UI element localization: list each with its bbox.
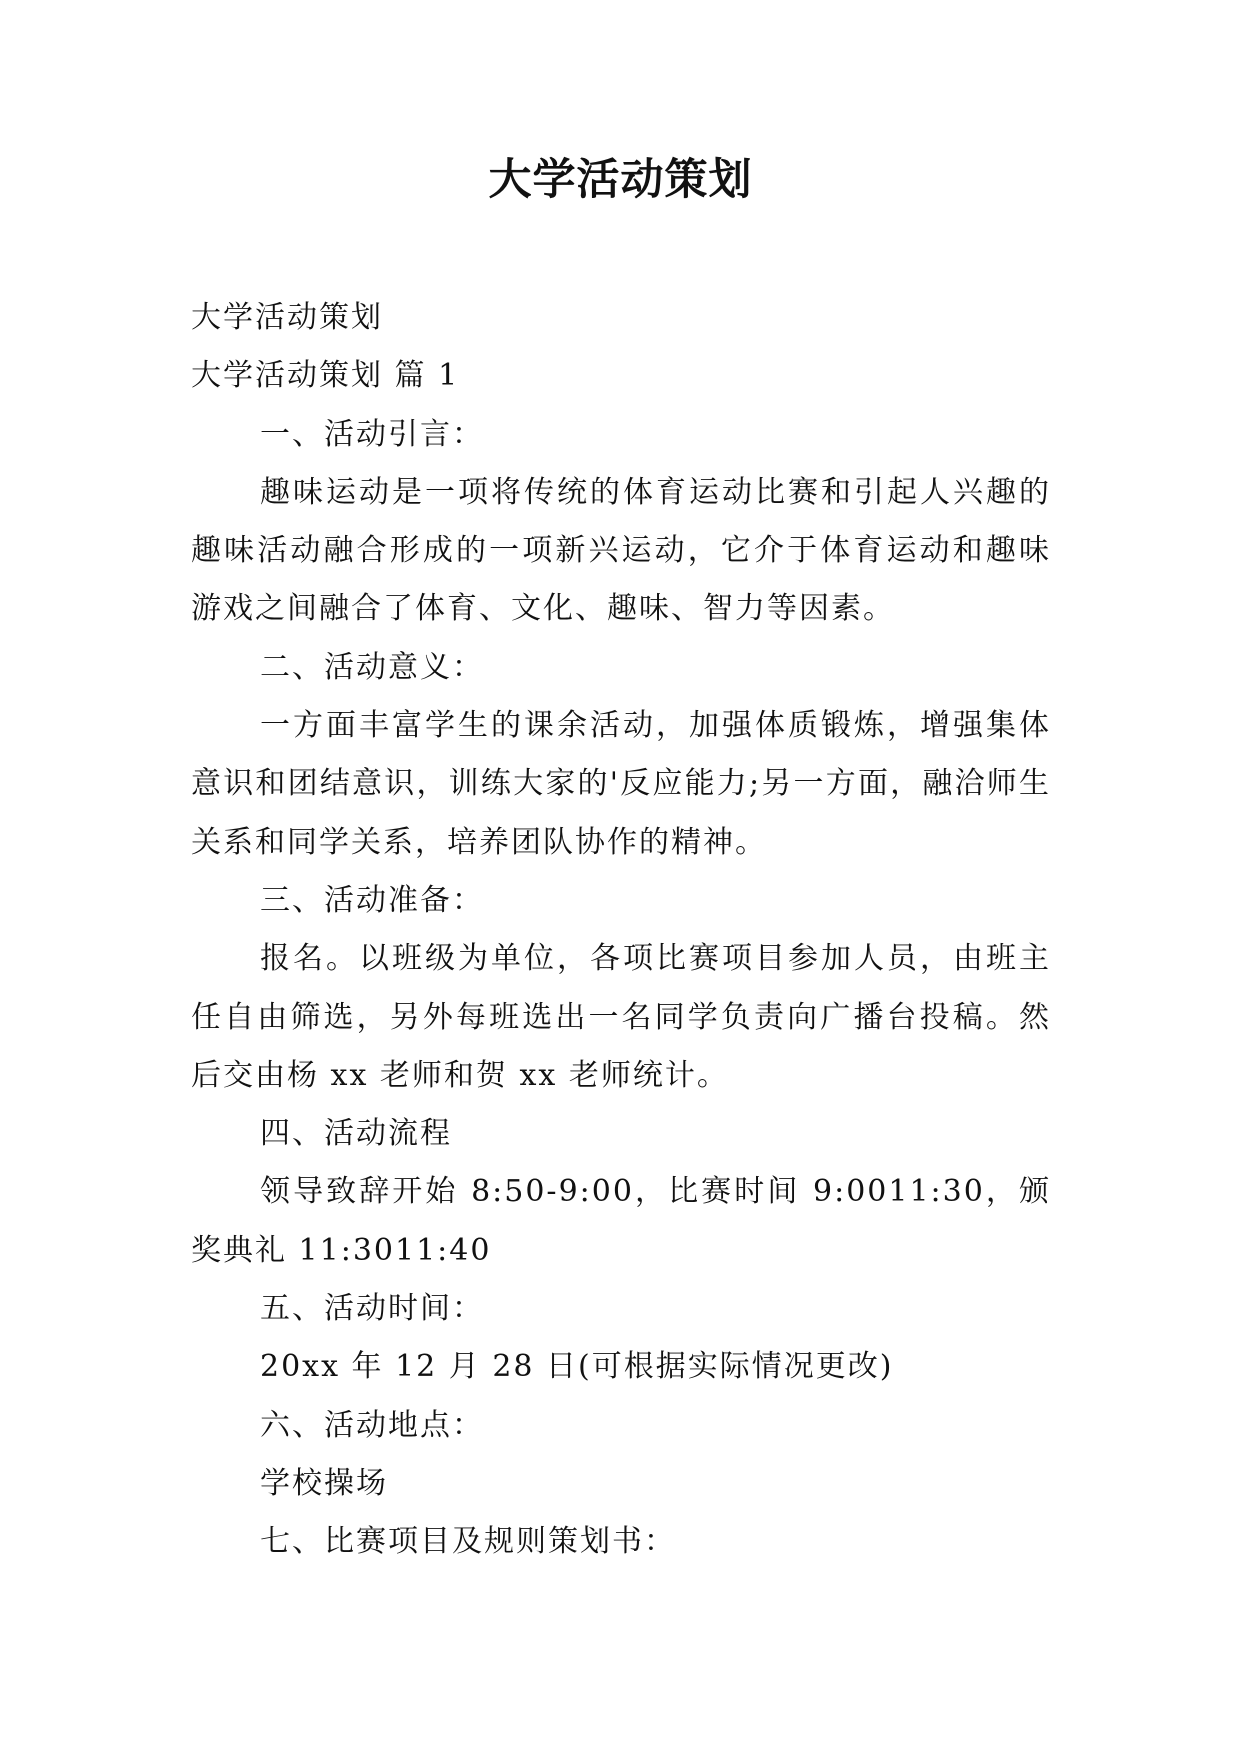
section-heading-preparation: 三、活动准备： — [260, 882, 484, 918]
document-title: 大学活动策划 — [488, 155, 753, 205]
paragraph-process: 领导致辞开始 8:50-9:00，比赛时间 9:0011:30，颁奖典礼 11:3011:40 — [191, 1174, 1051, 1268]
paragraph-heading: 大学活动策划 — [191, 300, 383, 335]
paragraph-significance: 一方面丰富学生的课余活动，加强体质锻炼，增强集体意识和团结意识，训练大家的'反应能力;另一方面，融洽师生关系和同学关系，培养团队协作的精神。 — [191, 708, 1051, 860]
section-heading-location: 六、活动地点： — [260, 1407, 484, 1443]
paragraph-time: 20xx 年 12 月 28 日(可根据实际情况更改) — [260, 1349, 894, 1385]
paragraph-location: 学校操场 — [260, 1465, 388, 1501]
document-body — [191, 289, 1051, 1572]
paragraph-section-label: 大学活动策划 篇 1 — [191, 358, 460, 394]
section-heading-significance: 二、活动意义： — [260, 649, 484, 685]
section-heading-introduction: 一、活动引言： — [260, 416, 484, 452]
paragraph-preparation: 报名。以班级为单位，各项比赛项目参加人员，由班主任自由筛选，另外每班选出一名同学负责向广播台投稿。然后交由杨 xx 老师和贺 xx 老师统计。 — [191, 941, 1051, 1093]
section-heading-events: 七、比赛项目及规则策划书： — [260, 1524, 676, 1560]
section-heading-process: 四、活动流程 — [260, 1116, 452, 1152]
paragraph-introduction: 趣味运动是一项将传统的体育运动比赛和引起人兴趣的趣味活动融合形成的一项新兴运动，它介于体育运动和趣味游戏之间融合了体育、文化、趣味、智力等因素。 — [191, 474, 1051, 627]
section-heading-time: 五、活动时间： — [260, 1291, 484, 1327]
